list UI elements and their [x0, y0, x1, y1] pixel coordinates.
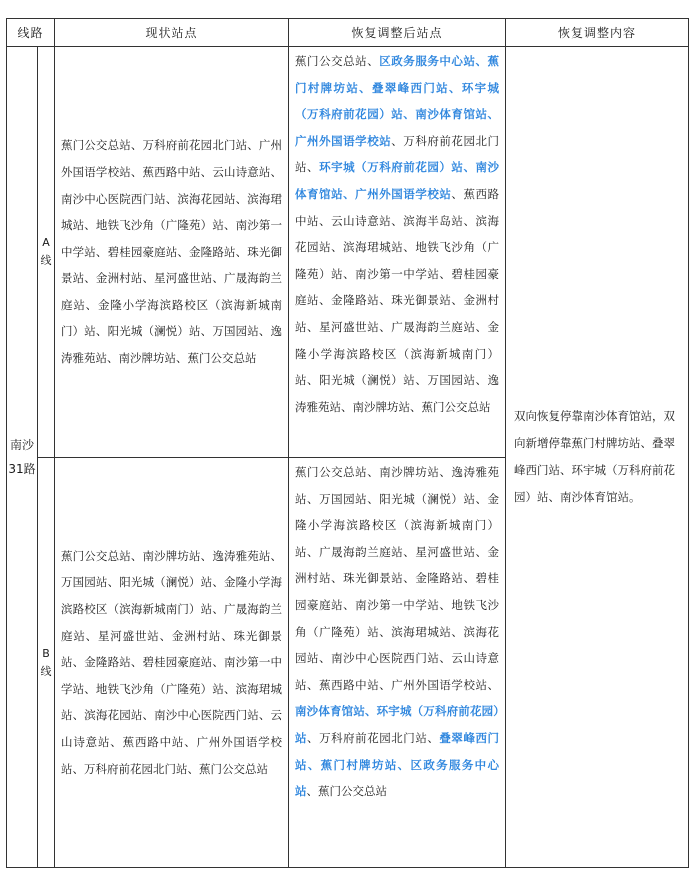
- header-adjustment-content: 恢复调整内容: [506, 19, 689, 47]
- route-name-line1: 南沙: [9, 438, 34, 452]
- stops-segment: 、万科府前花园北门站、: [295, 133, 500, 175]
- table-row-a: [7, 47, 689, 458]
- header-current-stops: 现状站点: [55, 19, 289, 47]
- adjustment-content: 双向恢复停靠南沙体育馆站，双向新增停靠蕉门村牌坊站、叠翠峰西门站、环宇城（万科府前花园）站、南沙体育馆站。: [506, 47, 689, 868]
- stops-segment: 蕉门公交总站、: [295, 54, 380, 68]
- stops-segment: 、蕉西路中站、云山诗意站、滨海半岛站、滨海花园站、滨海珺城站、地铁飞沙角（广隆苑）站、南沙第一中学站、碧桂园豪庭站、金隆路站、珠光御景站、金洲村站、星河盛世站、广晟海韵兰庭站、金隆小学海滨路校区（滨海新城南门）站、阳光城（澜悦）站、万国园站、逸涛雅苑站、南沙牌坊站、蕉门公交总站: [295, 186, 500, 414]
- route-adjustment-table: [6, 18, 689, 868]
- current-stops-a: 蕉门公交总站、万科府前花园北门站、广州外国语学校站、蕉西路中站、云山诗意站、南沙中心医院西门站、滨海花园站、滨海珺城站、地铁飞沙角（广隆苑）站、南沙第一中学站、碧桂园豪庭站、金隆路站、珠光御景站、金洲村站、星河盛世站、广晟海韵兰庭站、金隆小学海滨路校区（滨海新城南门）站、阳光城（澜悦）站、万国园站、逸涛雅苑站、南沙牌坊站、蕉门公交总站: [55, 47, 289, 458]
- route-name-cell: [7, 47, 38, 868]
- added-stops-segment: 南沙体育馆站、环宇城（万科府前花园）站: [295, 704, 500, 745]
- added-stops-segment: 叠翠峰西门站、蕉门村牌坊站、区政务服务中心站: [295, 730, 500, 799]
- stops-segment: 蕉门公交总站、南沙牌坊站、逸涛雅苑站、万国园站、阳光城（澜悦）站、金隆小学海滨路校区（滨海新城南门）站、广晟海韵兰庭站、星河盛世站、金洲村站、珠光御景站、金隆路站、碧桂园豪庭站、南沙第一中学站、地铁飞沙角（广隆苑）站、滨海珺城站、滨海花园站、南沙中心医院西门站、云山诗意站、蕉西路中站、广州外国语学校站、: [295, 465, 500, 692]
- stops-segment: 、万科府前花园北门站、: [307, 730, 440, 745]
- header-line: 线路: [7, 19, 55, 47]
- current-stops-b: 蕉门公交总站、南沙牌坊站、逸涛雅苑站、万国园站、阳光城（澜悦）站、金隆小学海滨路校区（滨海新城南门）站、广晟海韵兰庭站、星河盛世站、金洲村站、珠光御景站、金隆路站、碧桂园豪庭站、南沙第一中学站、地铁飞沙角（广隆苑）站、滨海珺城站、滨海花园站、南沙中心医院西门站、云山诗意站、蕉西路中站、广州外国语学校站、万科府前花园北门站、蕉门公交总站: [55, 458, 289, 868]
- stops-segment: 、蕉门公交总站: [306, 784, 388, 799]
- line-label-a: A 线: [38, 47, 55, 458]
- after-stops-a: [289, 47, 506, 458]
- added-stops-segment: 区政务服务中心站、蕉门村牌坊站、叠翠峰西门站、环宇城（万科府前花园）站、南沙体育馆站、广州外国语学校站: [295, 54, 500, 148]
- route-name-line2: 31路: [8, 462, 36, 476]
- header-after-stops: 恢复调整后站点: [289, 19, 506, 47]
- after-stops-b: [289, 458, 506, 868]
- added-stops-segment: 环宇城（万科府前花园）站、南沙体育馆站、广州外国语学校站: [295, 160, 500, 201]
- table-header-row: [7, 19, 689, 47]
- line-label-b: B 线: [38, 458, 55, 868]
